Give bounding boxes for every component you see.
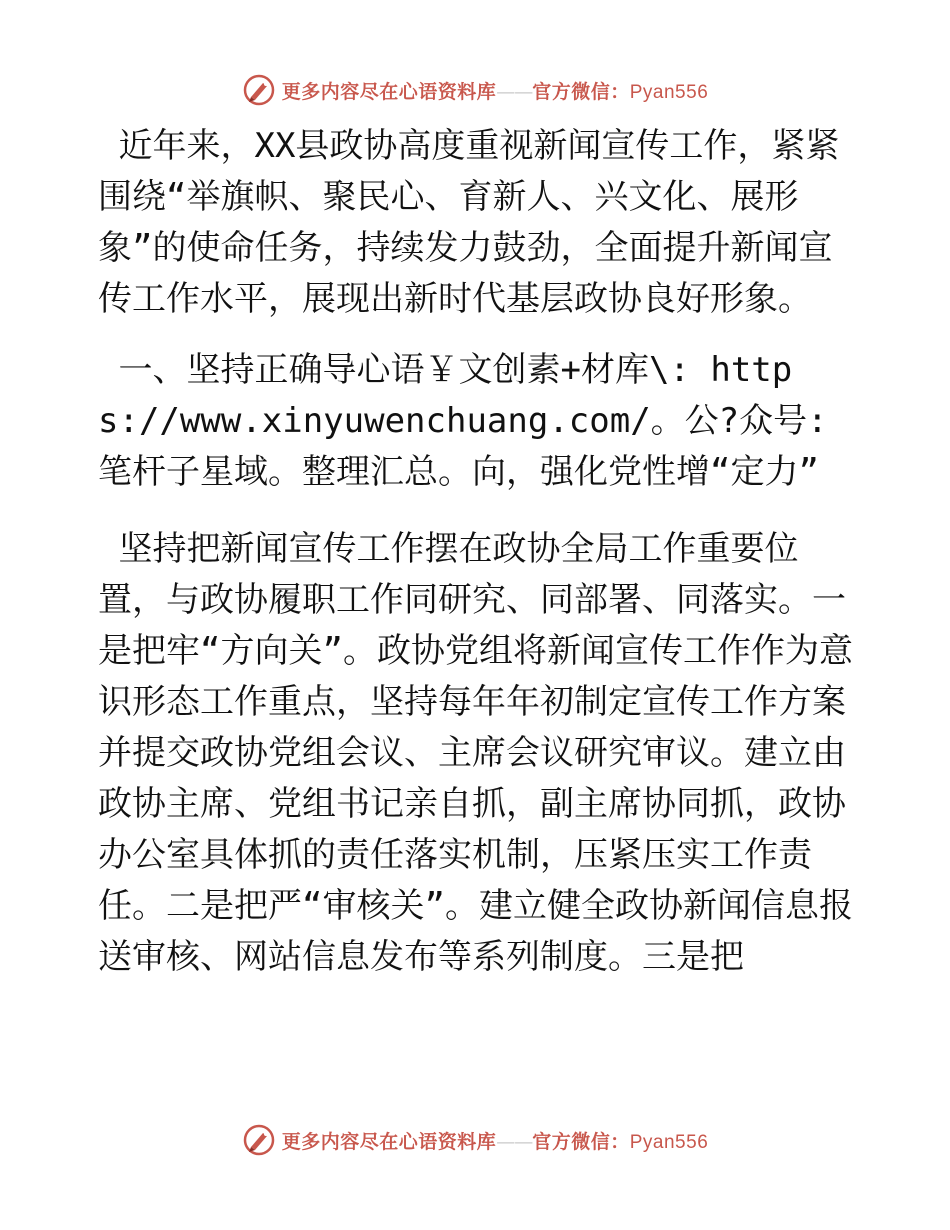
paragraph-section-heading: 一、坚持正确导心语￥文创素+材库\: https://www.xinyuwenchuang.com/。公?众号: 笔杆子星域。整理汇总。向，强化党性增“定力” [98,350,849,492]
watermark-separator: —— [496,80,533,103]
watermark-wechat-id: Pyan556 [629,81,709,103]
watermark-label: 官方微信： [532,1130,630,1153]
document-body [98,121,858,983]
pen-logo-icon [242,73,276,107]
footer-watermark [0,1120,950,1160]
pen-logo-icon [242,1123,276,1157]
paragraph-intro: 近年来，XX县政协高度重视新闻宣传工作，紧紧围绕“举旗帜、聚民心、育新人、兴文化、展形象”的使命任务，持续发力鼓劲，全面提升新闻宣传工作水平，展现出新时代基层政协良好形象。 [98,126,840,319]
watermark-text [282,77,709,104]
paragraph-section-body: 坚持把新闻宣传工作摆在政协全局工作重要位置，与政协履职工作同研究、同部署、同落实。一是把牢“方向关”。政协党组将新闻宣传工作作为意识形态工作重点，坚持每年年初制定宣传工作方案并提交政协党组会议、主席会议研究审议。建立由政协主席、党组书记亲自抓，副主席协同抓，政协办公室具体抓的责任落实机制，压紧压实工作责任。二是把严“审核关”。建立健全政协新闻信息报送审核、网站信息发布等系列制度。三是把 [98,529,853,977]
watermark-brand: 更多内容尽在心语资料库 [281,1130,497,1153]
watermark-text [282,1127,709,1154]
watermark-label: 官方微信： [532,80,630,103]
header-watermark [0,70,950,110]
watermark-wechat-id: Pyan556 [629,1131,709,1153]
watermark-brand: 更多内容尽在心语资料库 [281,80,497,103]
watermark-separator: —— [496,1130,533,1153]
